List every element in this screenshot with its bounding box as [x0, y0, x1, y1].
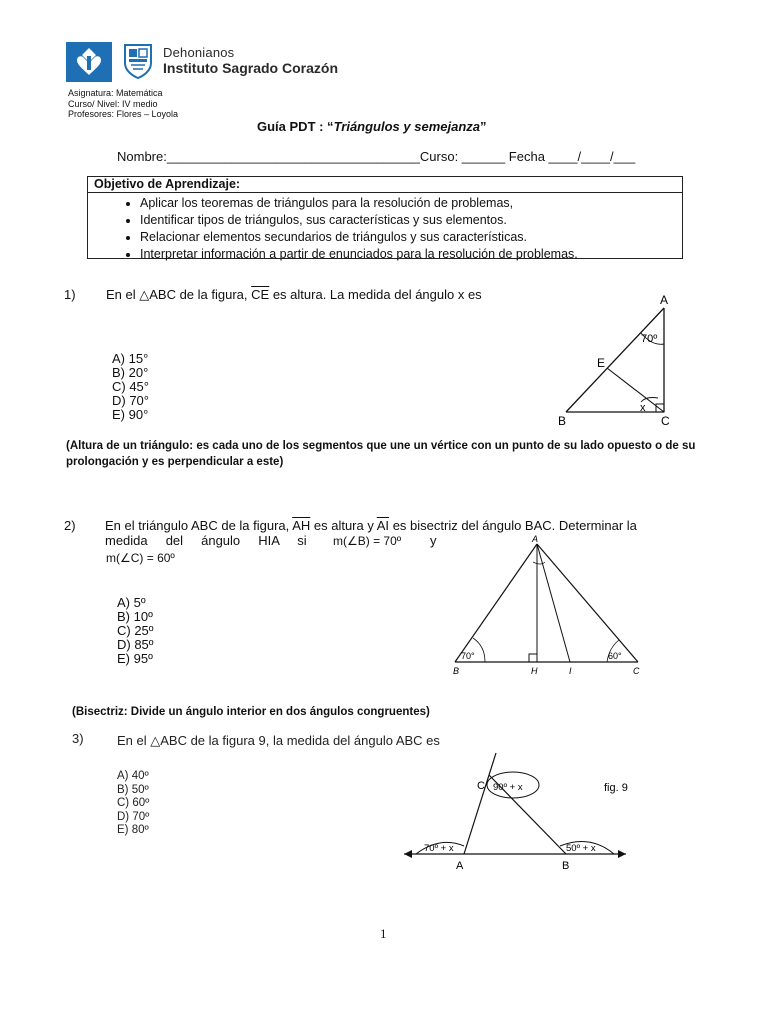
q2-statement-line1: [105, 518, 637, 533]
shield-icon: [123, 43, 153, 79]
q2-option-d[interactable]: D) 85º: [117, 637, 154, 652]
q2-angle-c: 60°: [608, 651, 622, 661]
q3-angle-b: 50º + x: [566, 843, 596, 854]
q2-label-c: C: [633, 666, 640, 676]
q3-label-b: B: [562, 860, 570, 872]
q2-segment-ai: $\overline{AI}$: [376, 518, 390, 533]
objective-list: [88, 193, 682, 263]
q3-statement: En el △ABC de la figura 9, la medida del ángulo ABC es: [117, 733, 440, 748]
q1-text-b: es altura. La medida del ángulo x es: [272, 287, 482, 302]
q1-options: [112, 352, 149, 422]
q2-option-c[interactable]: C) 25º: [117, 623, 154, 638]
meta-subject: Asignatura: Matemática: [68, 88, 163, 98]
q3-option-d[interactable]: D) 70º: [117, 810, 150, 823]
objective-item: • Interpretar información a partir de enunciados para la resolución de problemas.: [140, 246, 682, 263]
q1-label-a: A: [660, 293, 669, 307]
meta-course: Curso/ Nivel: IV medio: [68, 98, 158, 109]
q1-angle-70: 70º: [641, 333, 658, 345]
objective-item: • Aplicar los teoremas de triángulos para la resolución de problemas,: [140, 195, 682, 212]
shield-logo: [123, 43, 153, 79]
q2-note-bisectriz: (Bisectriz: Divide un ángulo interior en dos ángulos congruentes): [72, 706, 430, 718]
q2-condition-c: m(∠C) = 60º: [106, 551, 175, 565]
meta-teachers: Profesores: Flores – Loyola: [68, 109, 179, 119]
q2-option-e[interactable]: E) 95º: [117, 651, 153, 666]
q2-label-a: A: [532, 534, 539, 544]
q2-option-a[interactable]: A) 5º: [117, 595, 146, 610]
q2-label-b: B: [453, 666, 460, 676]
q2-text-c: es bisectriz del ángulo BAC. Determinar la: [392, 518, 637, 533]
q1-angle-x: x: [640, 402, 646, 414]
course-meta: [68, 88, 178, 120]
q1-option-d[interactable]: D) 70°: [112, 393, 149, 408]
q1-option-b[interactable]: B) 20°: [112, 365, 149, 380]
q2-label-h: H: [531, 666, 538, 676]
q2-number: 2): [64, 518, 76, 533]
q1-label-c: C: [661, 414, 670, 428]
q2-figure: [445, 532, 650, 680]
heart-cross-icon: [66, 42, 112, 82]
q1-option-a[interactable]: A) 15°: [112, 351, 149, 366]
q1-statement: [106, 287, 482, 303]
q3-option-b[interactable]: B) 50º: [117, 783, 149, 796]
institution-name-line2: Instituto Sagrado Corazón: [163, 60, 338, 76]
q2-options: [117, 596, 154, 666]
q3-option-e[interactable]: E) 80º: [117, 824, 149, 836]
q3-figure: [400, 748, 650, 872]
q1-number: 1): [64, 287, 76, 302]
q1-option-e[interactable]: E) 90°: [112, 407, 149, 422]
q3-options: [117, 770, 149, 838]
objective-item: • Identificar tipos de triángulos, sus características y sus elementos.: [140, 212, 682, 229]
q2-statement-line2: medida del ángulo HIA si: [105, 533, 307, 548]
student-form-line: Nombre:___________________________________Curso: ______ Fecha ____/____/___: [117, 149, 636, 164]
q2-text-a: En el triángulo ABC de la figura,: [105, 518, 290, 533]
q2-angle-b: 70°: [461, 651, 475, 661]
q2-option-b[interactable]: B) 10º: [117, 609, 153, 624]
q1-segment-ce: $\overline{CE}$: [251, 287, 270, 302]
q3-angle-c: 90º + x: [493, 782, 523, 793]
q3-label-a: A: [456, 860, 464, 872]
q2-condition-b: m(∠B) = 70º: [333, 534, 402, 548]
q1-text-a: En el △ABC de la figura,: [106, 287, 248, 302]
q3-angle-a: 70º + x: [424, 843, 454, 854]
q1-figure: [550, 290, 690, 430]
q1-note-altura: (Altura de un triángulo: es cada uno de los segmentos que une un vértice con un punto de su lado opuesto o de su prolongación y es perpendicular a este): [66, 440, 696, 468]
institution-name-line1: Dehonianos: [163, 45, 235, 60]
q3-label-c: C: [477, 780, 485, 792]
page-number: 1: [380, 926, 387, 941]
q1-option-c[interactable]: C) 45°: [112, 379, 149, 394]
page-title: [257, 119, 487, 134]
q2-segment-ah: $\overline{AH}$: [292, 518, 311, 533]
q2-word-y: y: [430, 533, 437, 548]
q3-number: 3): [72, 731, 84, 746]
q1-label-e: E: [597, 356, 606, 370]
objective-heading: Objetivo de Aprendizaje:: [88, 177, 682, 193]
q1-label-b: B: [558, 414, 567, 428]
q3-option-a[interactable]: A) 40º: [117, 770, 149, 782]
q2-text-b: es altura y: [313, 518, 374, 533]
title-prefix: Guía PDT : “: [257, 119, 334, 134]
objective-box: [87, 176, 683, 259]
title-topic: Triángulos y semejanza: [333, 119, 480, 134]
school-logo: [66, 42, 112, 82]
q3-figure-caption: fig. 9: [604, 782, 628, 794]
objective-item: • Relacionar elementos secundarios de triángulos y sus características.: [140, 229, 682, 246]
title-suffix: ”: [480, 119, 487, 134]
q3-option-c[interactable]: C) 60º: [117, 797, 150, 809]
q2-label-i: I: [569, 666, 572, 676]
